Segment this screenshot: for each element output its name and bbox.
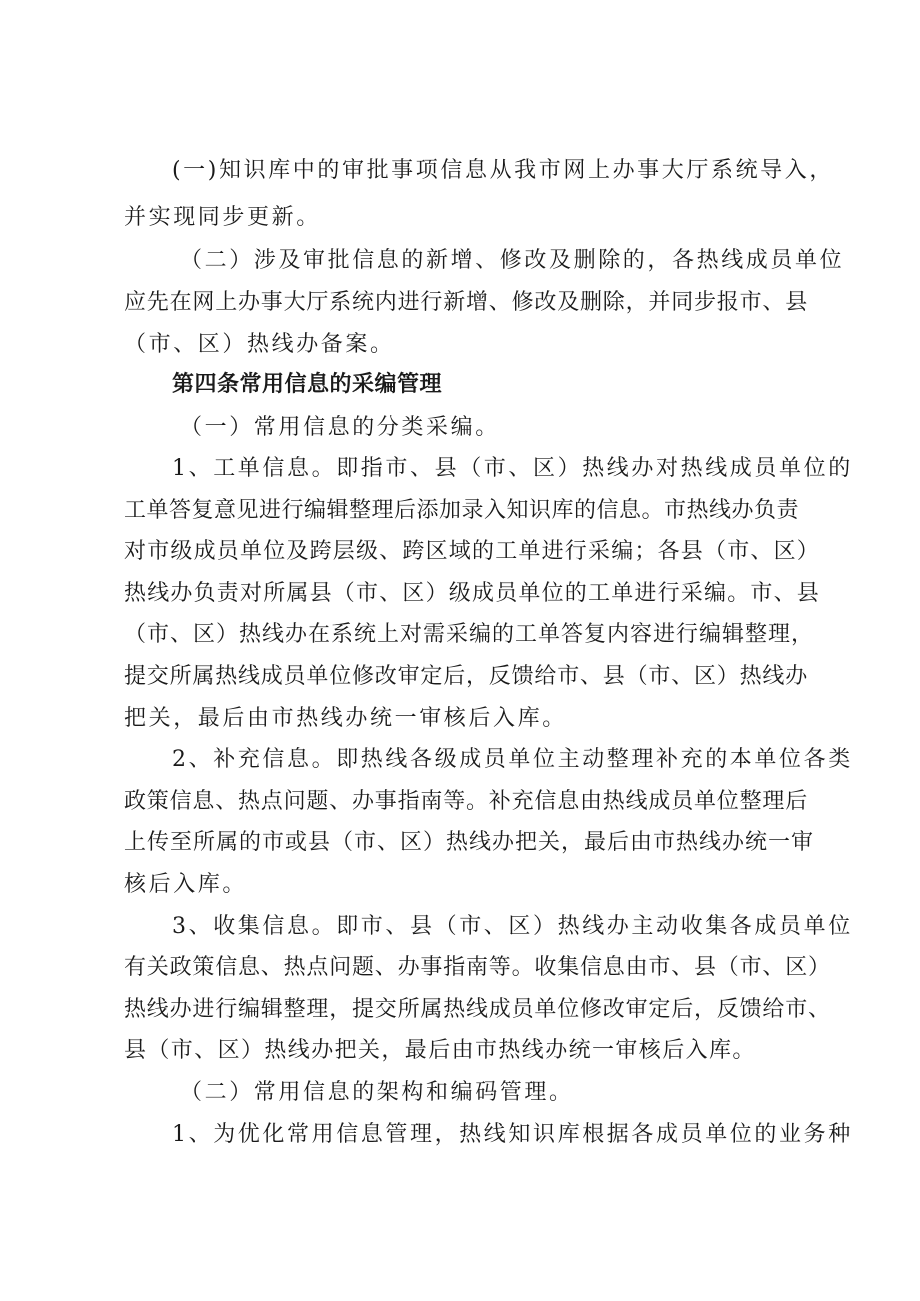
paragraph-line: 政策信息、热点问题、办事指南等。补充信息由热线成员单位整理后 (124, 789, 809, 814)
paragraph-line: 县（市、区）热线办把关，最后由市热线办统一审核后入库。 (124, 1038, 756, 1063)
paragraph-line: 对市级成员单位及跨层级、跨区域的工单进行采编；各县（市、区） (124, 539, 821, 564)
paragraph-line: 1、为优化常用信息管理，热线知识库根据各成员单位的业务种 (172, 1122, 853, 1147)
paragraph-line: （二）常用信息的架构和编码管理。 (180, 1080, 574, 1105)
paragraph-line: 工单答复意见进行编辑整理后添加录入知识库的信息。市热线办负责 (124, 498, 800, 523)
paragraph-line: 1、工单信息。即指市、县（市、区）热线办对热线成员单位的 (172, 456, 853, 481)
paragraph-line: （市、区）热线办在系统上对需采编的工单答复内容进行编辑整理， (124, 622, 815, 647)
paragraph-line: (一)知识库中的审批事项信息从我市网上办事大厅系统导入， (172, 158, 834, 183)
paragraph-line: （二）涉及审批信息的新增、修改及删除的，各热线成员单位 (180, 248, 845, 273)
paragraph-line: 提交所属热线成员单位修改审定后，反馈给市、县（市、区）热线办 (124, 664, 809, 689)
paragraph-line: 核后入库。 (124, 872, 248, 897)
paragraph-line: 上传至所属的市或县（市、区）热线办把关，最后由市热线办统一审 (124, 830, 815, 855)
paragraph-line: 热线办进行编辑整理，提交所属热线成员单位修改审定后，反馈给市、 (124, 997, 831, 1022)
paragraph-line: （一）常用信息的分类采编。 (180, 415, 500, 440)
paragraph-line: 应先在网上办事大厅系统内进行新增、修改及删除，并同步报市、县 (124, 290, 809, 315)
paragraph-line: （市、区）热线办备案。 (124, 332, 395, 357)
paragraph-line: 并实现同步更新。 (124, 205, 321, 230)
paragraph-line: 3、收集信息。即市、县（市、区）热线办主动收集各成员单位 (172, 914, 853, 939)
paragraph-line: 热线办负责对所属县（市、区）级成员单位的工单进行采编。市、县 (124, 581, 821, 606)
paragraph-line: 把关，最后由市热线办统一审核后入库。 (124, 706, 567, 731)
section-heading: 第四条常用信息的采编管理 (172, 372, 443, 397)
paragraph-line: 2、补充信息。即热线各级成员单位主动整理补充的本单位各类 (172, 747, 853, 772)
paragraph-line: 有关政策信息、热点问题、办事指南等。收集信息由市、县（市、区） (124, 955, 831, 980)
